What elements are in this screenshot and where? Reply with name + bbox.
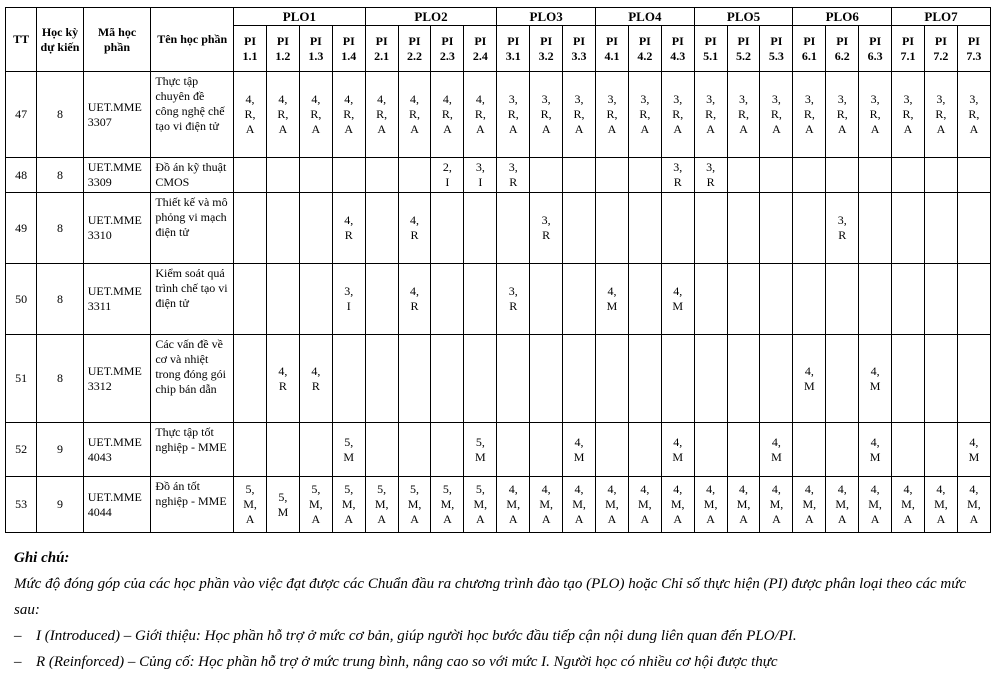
mapping-cell: 4, M xyxy=(661,423,694,477)
mapping-cell: 4, M, A xyxy=(727,477,760,533)
mapping-cell xyxy=(464,335,497,423)
pi-header: PI 2.2 xyxy=(398,26,431,72)
mapping-cell xyxy=(234,264,267,335)
row-course-code: UET.MME4043 xyxy=(83,423,151,477)
mapping-cell xyxy=(596,193,629,264)
mapping-cell: 5, M, A xyxy=(431,477,464,533)
mapping-cell: 4, M, A xyxy=(924,477,957,533)
mapping-cell: 4, R xyxy=(398,193,431,264)
mapping-cell: 4, M, A xyxy=(497,477,530,533)
pi-header: PI 6.1 xyxy=(793,26,826,72)
mapping-cell: 4, R, A xyxy=(234,72,267,158)
mapping-cell: 3, I xyxy=(332,264,365,335)
pi-header: PI 3.2 xyxy=(530,26,563,72)
pi-header: PI 4.2 xyxy=(628,26,661,72)
pi-header: PI 5.2 xyxy=(727,26,760,72)
mapping-cell: 3, R, A xyxy=(628,72,661,158)
plo-header: PLO4 xyxy=(596,8,695,26)
mapping-cell xyxy=(299,423,332,477)
mapping-cell xyxy=(464,193,497,264)
mapping-cell xyxy=(431,264,464,335)
row-tt: 49 xyxy=(6,193,37,264)
mapping-cell: 3, R, A xyxy=(892,72,925,158)
mapping-cell: 4, M, A xyxy=(892,477,925,533)
mapping-cell: 4, R xyxy=(299,335,332,423)
mapping-cell: 4, R xyxy=(266,335,299,423)
mapping-cell: 4, M, A xyxy=(760,477,793,533)
mapping-cell xyxy=(760,335,793,423)
row-semester: 8 xyxy=(37,264,83,335)
row-course-code: UET.MME3312 xyxy=(83,335,151,423)
pi-header: PI 2.4 xyxy=(464,26,497,72)
mapping-cell xyxy=(234,423,267,477)
mapping-cell xyxy=(793,423,826,477)
mapping-cell: 4, M, A xyxy=(530,477,563,533)
pi-header: PI 7.1 xyxy=(892,26,925,72)
notes-item-reinforced xyxy=(14,649,990,675)
notes-section xyxy=(14,545,990,675)
mapping-cell xyxy=(497,335,530,423)
mapping-cell xyxy=(892,264,925,335)
mapping-cell xyxy=(793,264,826,335)
mapping-cell xyxy=(332,158,365,193)
mapping-cell: 4, M, A xyxy=(661,477,694,533)
table-row xyxy=(6,477,991,533)
mapping-cell: 5, M xyxy=(464,423,497,477)
mapping-cell xyxy=(563,158,596,193)
mapping-cell xyxy=(563,335,596,423)
mapping-cell xyxy=(332,335,365,423)
mapping-cell xyxy=(628,193,661,264)
mapping-cell xyxy=(365,158,398,193)
mapping-cell xyxy=(826,158,859,193)
mapping-cell xyxy=(234,158,267,193)
mapping-cell xyxy=(365,335,398,423)
mapping-cell xyxy=(826,423,859,477)
pi-header: PI 6.2 xyxy=(826,26,859,72)
mapping-cell xyxy=(924,264,957,335)
mapping-cell: 3, R xyxy=(530,193,563,264)
mapping-cell: 4, M, A xyxy=(826,477,859,533)
mapping-cell xyxy=(431,423,464,477)
mapping-cell xyxy=(596,158,629,193)
plo-header: PLO5 xyxy=(694,8,793,26)
row-course-code: UET.MME3309 xyxy=(83,158,151,193)
mapping-cell xyxy=(727,158,760,193)
mapping-cell xyxy=(398,158,431,193)
mapping-cell xyxy=(628,264,661,335)
mapping-cell: 4, R, A xyxy=(299,72,332,158)
plo-mapping-table xyxy=(5,7,991,533)
mapping-cell: 4, M, A xyxy=(859,477,892,533)
row-semester: 8 xyxy=(37,158,83,193)
mapping-cell xyxy=(563,264,596,335)
mapping-cell: 4, M, A xyxy=(957,477,990,533)
mapping-cell: 3, R, A xyxy=(596,72,629,158)
mapping-cell: 3, R, A xyxy=(793,72,826,158)
row-course-name: Thực tập chuyên đề công nghệ chế tạo vi điện tử xyxy=(151,72,234,158)
notes-item-text: I (Introduced) – Giới thiệu: Học phần hỗ trợ ở mức cơ bản, giúp người học bước đầu tiếp cận nội dung liên quan đến PLO/PI. xyxy=(36,628,797,644)
mapping-cell: 3, R xyxy=(694,158,727,193)
mapping-cell xyxy=(530,423,563,477)
mapping-cell xyxy=(299,193,332,264)
mapping-cell xyxy=(431,335,464,423)
mapping-cell xyxy=(727,264,760,335)
mapping-cell: 3, R, A xyxy=(530,72,563,158)
table-row xyxy=(6,264,991,335)
mapping-cell xyxy=(266,158,299,193)
mapping-cell xyxy=(661,335,694,423)
mapping-cell xyxy=(563,193,596,264)
pi-header: PI 4.3 xyxy=(661,26,694,72)
pi-header: PI 7.3 xyxy=(957,26,990,72)
mapping-cell xyxy=(431,193,464,264)
mapping-cell: 5, M, A xyxy=(299,477,332,533)
mapping-cell: 5, M, A xyxy=(365,477,398,533)
mapping-cell: 5, M, A xyxy=(464,477,497,533)
mapping-cell: 4, M xyxy=(859,335,892,423)
mapping-cell: 5, M xyxy=(266,477,299,533)
mapping-cell: 4, M xyxy=(957,423,990,477)
mapping-cell: 4, M, A xyxy=(563,477,596,533)
pi-header: PI 4.1 xyxy=(596,26,629,72)
mapping-cell xyxy=(793,193,826,264)
mapping-cell xyxy=(234,335,267,423)
mapping-cell: 3, R xyxy=(661,158,694,193)
mapping-cell: 5, M xyxy=(332,423,365,477)
mapping-cell: 4, R, A xyxy=(332,72,365,158)
table-body xyxy=(6,72,991,533)
mapping-cell xyxy=(859,193,892,264)
mapping-cell: 3, R xyxy=(497,264,530,335)
mapping-cell xyxy=(497,423,530,477)
row-course-name: Thiết kế và mô phỏng vi mạch điện tử xyxy=(151,193,234,264)
mapping-cell xyxy=(859,158,892,193)
mapping-cell xyxy=(628,158,661,193)
mapping-cell: 3, R, A xyxy=(826,72,859,158)
mapping-cell: 4, R, A xyxy=(464,72,497,158)
mapping-cell xyxy=(530,158,563,193)
mapping-cell xyxy=(530,264,563,335)
notes-title: Ghi chú: xyxy=(14,550,70,566)
notes-intro: Mức độ đóng góp của các học phần vào việc đạt được các Chuẩn đầu ra chương trình đào tạo (PLO) hoặc Chỉ số thực hiện (PI) được phân loại theo các mức sau: xyxy=(14,576,967,618)
mapping-cell: 3, R, A xyxy=(563,72,596,158)
mapping-cell: 3, R, A xyxy=(760,72,793,158)
mapping-cell xyxy=(497,193,530,264)
mapping-cell xyxy=(365,264,398,335)
row-course-name: Các vấn đề về cơ và nhiệt trong đóng gói chip bán dẫn xyxy=(151,335,234,423)
row-course-code: UET.MME3310 xyxy=(83,193,151,264)
mapping-cell xyxy=(859,264,892,335)
row-course-code: UET.MME3307 xyxy=(83,72,151,158)
mapping-cell xyxy=(661,193,694,264)
mapping-cell xyxy=(793,158,826,193)
mapping-cell: 4, M xyxy=(596,264,629,335)
mapping-cell xyxy=(596,335,629,423)
mapping-cell xyxy=(760,264,793,335)
mapping-cell xyxy=(892,335,925,423)
mapping-cell xyxy=(924,193,957,264)
mapping-cell: 5, M, A xyxy=(398,477,431,533)
mapping-cell xyxy=(760,193,793,264)
table-row xyxy=(6,423,991,477)
pi-header: PI 2.1 xyxy=(365,26,398,72)
mapping-cell: 3, R, A xyxy=(957,72,990,158)
pi-header: PI 3.3 xyxy=(563,26,596,72)
mapping-cell: 4, M, A xyxy=(596,477,629,533)
mapping-cell xyxy=(266,423,299,477)
mapping-cell xyxy=(628,335,661,423)
mapping-cell: 4, M, A xyxy=(628,477,661,533)
mapping-cell: 4, M xyxy=(859,423,892,477)
row-course-name: Đồ án kỹ thuật CMOS xyxy=(151,158,234,193)
mapping-cell xyxy=(892,193,925,264)
pi-header: PI 1.3 xyxy=(299,26,332,72)
row-course-name: Đồ án tốt nghiệp - MME xyxy=(151,477,234,533)
mapping-cell: 3, R, A xyxy=(727,72,760,158)
mapping-cell xyxy=(957,193,990,264)
row-semester: 8 xyxy=(37,335,83,423)
dash-bullet: – xyxy=(14,628,22,644)
plo-header: PLO3 xyxy=(497,8,596,26)
row-tt: 51 xyxy=(6,335,37,423)
mapping-cell xyxy=(892,158,925,193)
mapping-cell: 2, I xyxy=(431,158,464,193)
col-header-course-name: Tên học phần xyxy=(151,8,234,72)
plo-header: PLO7 xyxy=(892,8,991,26)
mapping-cell: 3, R, A xyxy=(859,72,892,158)
mapping-cell xyxy=(464,264,497,335)
row-semester: 8 xyxy=(37,72,83,158)
row-tt: 47 xyxy=(6,72,37,158)
mapping-cell: 4, M, A xyxy=(793,477,826,533)
mapping-cell: 3, R, A xyxy=(694,72,727,158)
mapping-cell xyxy=(365,423,398,477)
mapping-cell xyxy=(628,423,661,477)
mapping-cell xyxy=(530,335,563,423)
dash-bullet: – xyxy=(14,654,22,670)
mapping-cell xyxy=(299,264,332,335)
row-course-name: Thực tập tốt nghiệp - MME xyxy=(151,423,234,477)
mapping-cell: 5, M, A xyxy=(234,477,267,533)
mapping-cell xyxy=(826,264,859,335)
mapping-cell xyxy=(727,335,760,423)
mapping-cell: 3, R xyxy=(497,158,530,193)
header-row-plo xyxy=(6,8,991,26)
plo-header: PLO1 xyxy=(234,8,366,26)
mapping-cell xyxy=(727,193,760,264)
mapping-cell: 4, M xyxy=(563,423,596,477)
mapping-cell: 4, R xyxy=(332,193,365,264)
mapping-cell xyxy=(957,158,990,193)
mapping-cell: 4, R, A xyxy=(398,72,431,158)
mapping-cell xyxy=(398,423,431,477)
mapping-cell: 4, M, A xyxy=(694,477,727,533)
plo-header: PLO6 xyxy=(793,8,892,26)
row-tt: 53 xyxy=(6,477,37,533)
mapping-cell: 5, M, A xyxy=(332,477,365,533)
mapping-cell xyxy=(924,423,957,477)
col-header-course-code: Mã học phần xyxy=(83,8,151,72)
mapping-cell xyxy=(365,193,398,264)
notes-item-introduced xyxy=(14,623,990,649)
row-course-name: Kiểm soát quá trình chế tạo vi điện tử xyxy=(151,264,234,335)
mapping-cell: 3, R xyxy=(826,193,859,264)
mapping-cell xyxy=(234,193,267,264)
mapping-cell xyxy=(398,335,431,423)
pi-header: PI 7.2 xyxy=(924,26,957,72)
pi-header: PI 1.1 xyxy=(234,26,267,72)
mapping-cell xyxy=(266,264,299,335)
mapping-cell xyxy=(892,423,925,477)
mapping-cell: 3, R, A xyxy=(497,72,530,158)
mapping-cell xyxy=(826,335,859,423)
row-course-code: UET.MME4044 xyxy=(83,477,151,533)
mapping-cell: 4, R, A xyxy=(431,72,464,158)
mapping-cell xyxy=(924,158,957,193)
mapping-cell xyxy=(596,423,629,477)
mapping-cell: 4, M xyxy=(661,264,694,335)
mapping-cell xyxy=(727,423,760,477)
pi-header: PI 5.1 xyxy=(694,26,727,72)
pi-header: PI 3.1 xyxy=(497,26,530,72)
mapping-cell: 3, I xyxy=(464,158,497,193)
col-header-semester: Học kỳ dự kiến xyxy=(37,8,83,72)
row-tt: 50 xyxy=(6,264,37,335)
mapping-cell xyxy=(957,335,990,423)
mapping-cell xyxy=(694,423,727,477)
mapping-cell: 4, M xyxy=(760,423,793,477)
mapping-cell xyxy=(957,264,990,335)
mapping-cell xyxy=(266,193,299,264)
row-semester: 8 xyxy=(37,193,83,264)
mapping-cell xyxy=(924,335,957,423)
row-semester: 9 xyxy=(37,477,83,533)
mapping-cell: 3, R, A xyxy=(661,72,694,158)
mapping-cell xyxy=(760,158,793,193)
mapping-cell xyxy=(694,335,727,423)
mapping-cell: 4, M xyxy=(793,335,826,423)
table-row xyxy=(6,72,991,158)
notes-item-text: R (Reinforced) – Củng cố: Học phần hỗ trợ ở mức trung bình, nâng cao so với mức I. Người học có nhiều cơ hội được thực xyxy=(36,654,778,670)
table-row xyxy=(6,158,991,193)
row-semester: 9 xyxy=(37,423,83,477)
mapping-cell xyxy=(694,193,727,264)
mapping-cell: 4, R, A xyxy=(365,72,398,158)
row-tt: 52 xyxy=(6,423,37,477)
plo-mapping-table-container xyxy=(5,7,991,533)
table-row xyxy=(6,193,991,264)
mapping-cell: 4, R xyxy=(398,264,431,335)
pi-header: PI 6.3 xyxy=(859,26,892,72)
pi-header: PI 1.2 xyxy=(266,26,299,72)
mapping-cell: 3, R, A xyxy=(924,72,957,158)
mapping-cell xyxy=(299,158,332,193)
pi-header: PI 2.3 xyxy=(431,26,464,72)
col-header-tt: TT xyxy=(6,8,37,72)
pi-header: PI 1.4 xyxy=(332,26,365,72)
pi-header: PI 5.3 xyxy=(760,26,793,72)
mapping-cell: 4, R, A xyxy=(266,72,299,158)
row-tt: 48 xyxy=(6,158,37,193)
row-course-code: UET.MME3311 xyxy=(83,264,151,335)
plo-header: PLO2 xyxy=(365,8,497,26)
table-row xyxy=(6,335,991,423)
mapping-cell xyxy=(694,264,727,335)
